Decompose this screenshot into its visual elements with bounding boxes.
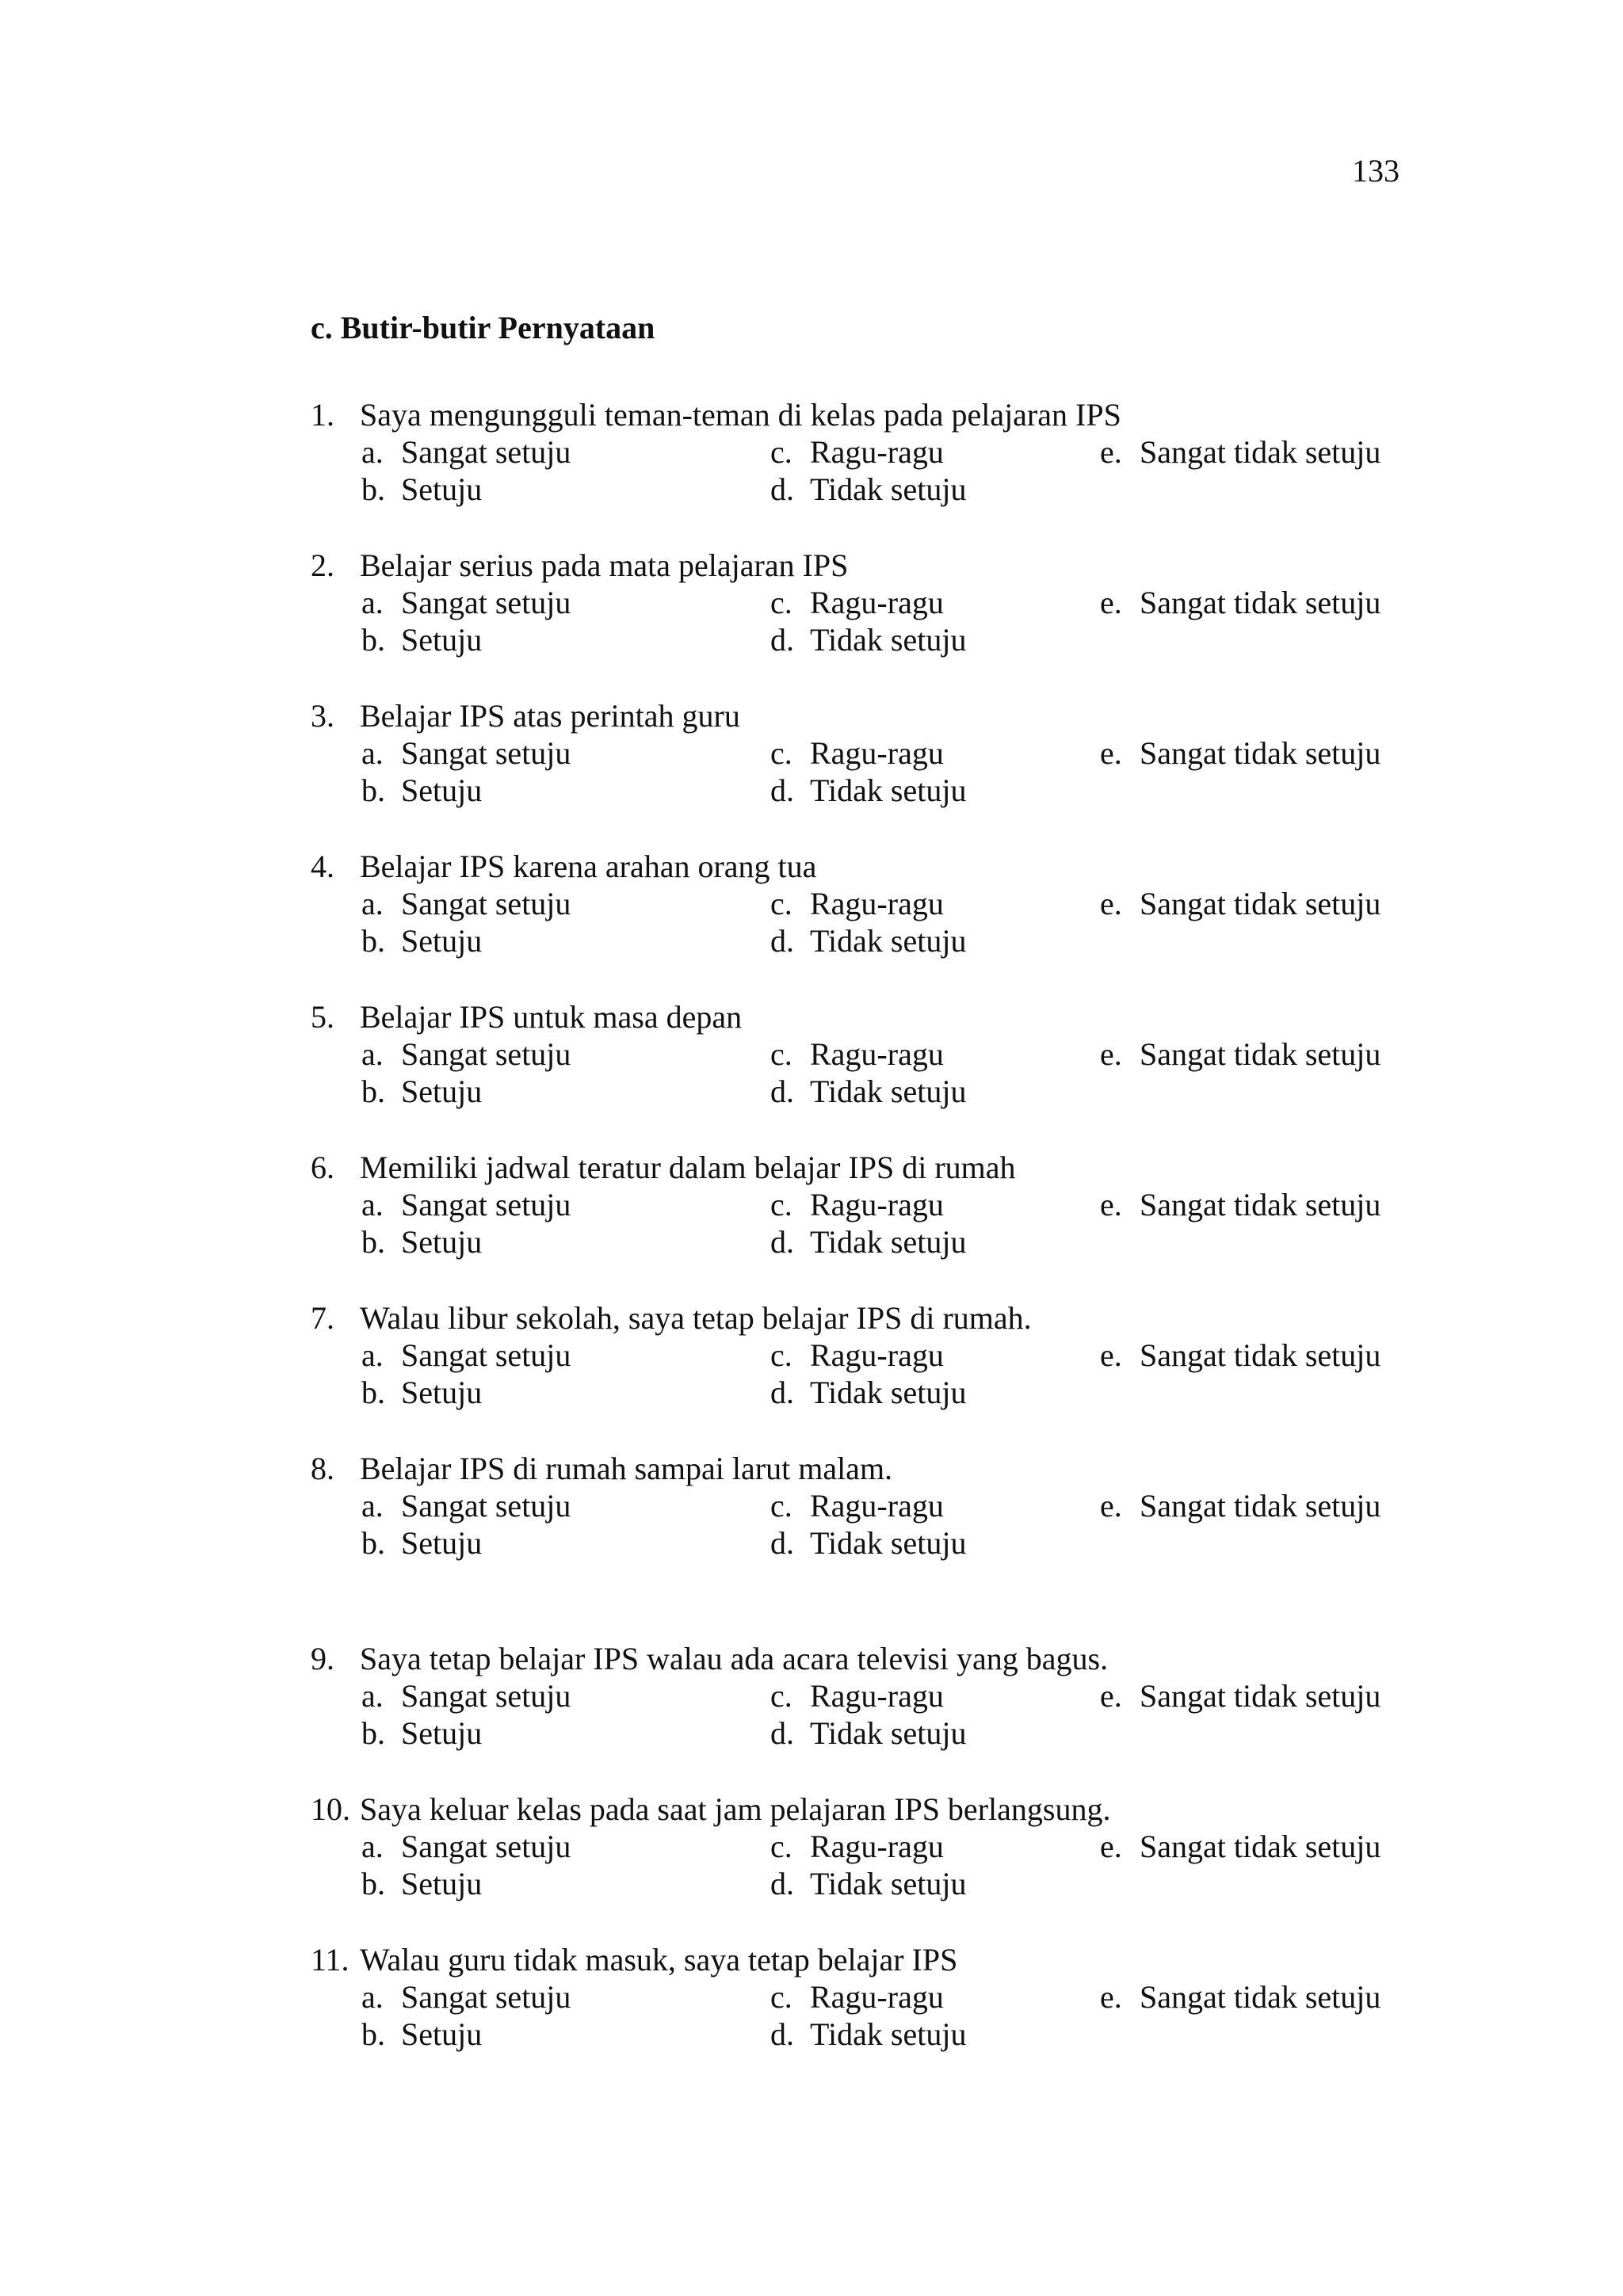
option-letter: c. — [770, 1979, 792, 2015]
option-letter: d. — [770, 1074, 794, 1109]
option-letter: e. — [1100, 1829, 1122, 1864]
option-letter: a. — [361, 1829, 384, 1864]
option-label: Sangat tidak setuju — [1140, 1337, 1381, 1373]
option-label: Sangat tidak setuju — [1140, 434, 1381, 470]
option-letter: e. — [1100, 585, 1122, 620]
option-letter: c. — [770, 1678, 792, 1714]
answer-option — [770, 584, 944, 621]
answer-option — [770, 885, 944, 922]
answer-option — [1100, 584, 1381, 621]
answer-option — [361, 584, 571, 621]
option-label: Tidak setuju — [810, 622, 967, 658]
option-letter: c. — [770, 1829, 792, 1864]
question-list — [311, 396, 1436, 2092]
option-label: Sangat tidak setuju — [1140, 1488, 1381, 1524]
question-number: 4. — [311, 849, 334, 884]
option-letter: e. — [1100, 1488, 1122, 1524]
answer-option — [1100, 1337, 1381, 1374]
option-letter: e. — [1100, 1036, 1122, 1072]
option-label: Sangat setuju — [401, 1187, 571, 1222]
answer-option — [361, 772, 482, 809]
answer-option — [770, 1524, 966, 1562]
option-label: Setuju — [401, 1224, 483, 1260]
option-letter: a. — [361, 585, 384, 620]
option-label: Tidak setuju — [810, 471, 967, 507]
section-title: c. Butir-butir Pernyataan — [311, 310, 655, 345]
question-row — [311, 1640, 1436, 1677]
option-letter: b. — [361, 622, 385, 658]
option-label: Setuju — [401, 772, 483, 808]
option-label: Ragu-ragu — [810, 585, 944, 620]
answer-option — [770, 1223, 966, 1261]
option-label: Tidak setuju — [810, 2016, 967, 2052]
option-label: Sangat setuju — [401, 735, 571, 771]
option-letter: a. — [361, 1337, 384, 1373]
question-item — [311, 396, 1436, 547]
answer-option — [1100, 1186, 1381, 1223]
answer-option — [361, 1524, 482, 1562]
option-letter: c. — [770, 735, 792, 771]
question-row — [311, 1677, 1436, 1714]
question-row — [311, 734, 1436, 772]
question-row — [311, 1828, 1436, 1865]
answer-option — [770, 433, 944, 471]
question-row — [311, 433, 1436, 471]
option-label: Tidak setuju — [810, 1224, 967, 1260]
question-row — [311, 621, 1436, 658]
option-label: Ragu-ragu — [810, 1829, 944, 1864]
option-label: Setuju — [401, 1375, 483, 1410]
answer-option — [361, 1073, 482, 1110]
option-label: Sangat setuju — [401, 1488, 571, 1524]
option-label: Ragu-ragu — [810, 1979, 944, 2015]
option-letter: c. — [770, 585, 792, 620]
question-row — [311, 1941, 1436, 1978]
option-letter: a. — [361, 1979, 384, 2015]
question-text: Saya keluar kelas pada saat jam pelajaran IPS berlangsung. — [360, 1791, 1111, 1827]
answer-option — [770, 1073, 966, 1110]
question-row — [311, 1149, 1436, 1186]
question-item — [311, 1640, 1436, 1791]
answer-option — [770, 1978, 944, 2016]
option-letter: c. — [770, 886, 792, 921]
answer-option — [770, 1865, 966, 1902]
answer-option — [1100, 1677, 1381, 1714]
answer-option — [361, 1035, 571, 1073]
answer-option — [361, 885, 571, 922]
question-row — [311, 1035, 1436, 1073]
option-label: Setuju — [401, 1525, 483, 1561]
question-item — [311, 697, 1436, 848]
question-row — [311, 584, 1436, 621]
question-number: 1. — [311, 397, 334, 433]
answer-option — [770, 734, 944, 772]
option-label: Ragu-ragu — [810, 1187, 944, 1222]
answer-option — [361, 1677, 571, 1714]
answer-option — [770, 471, 966, 508]
answer-option — [361, 1186, 571, 1223]
answer-option — [361, 1978, 571, 2016]
option-label: Sangat tidak setuju — [1140, 1979, 1381, 2015]
answer-option — [770, 1035, 944, 1073]
question-row — [311, 1374, 1436, 1411]
question-row — [311, 1337, 1436, 1374]
question-row — [311, 772, 1436, 809]
option-letter: a. — [361, 434, 384, 470]
option-label: Sangat tidak setuju — [1140, 886, 1381, 921]
question-text: Belajar serius pada mata pelajaran IPS — [360, 547, 849, 583]
option-letter: d. — [770, 1525, 794, 1561]
question-text: Saya tetap belajar IPS walau ada acara televisi yang bagus. — [360, 1641, 1109, 1676]
option-label: Setuju — [401, 471, 483, 507]
option-label: Setuju — [401, 1866, 483, 1901]
answer-option — [770, 1374, 966, 1411]
option-label: Setuju — [401, 1074, 483, 1109]
answer-option — [361, 433, 571, 471]
option-letter: b. — [361, 1224, 385, 1260]
question-number: 10. — [311, 1791, 350, 1827]
option-letter: b. — [361, 2016, 385, 2052]
question-row — [311, 2016, 1436, 2053]
answer-option — [361, 1337, 571, 1374]
question-text: Walau guru tidak masuk, saya tetap belajar IPS — [360, 1942, 958, 1978]
question-row — [311, 697, 1436, 734]
question-row — [311, 1223, 1436, 1261]
question-item — [311, 1299, 1436, 1450]
option-label: Ragu-ragu — [810, 1488, 944, 1524]
option-label: Tidak setuju — [810, 923, 967, 959]
answer-option — [770, 772, 966, 809]
answer-option — [770, 1828, 944, 1865]
question-row — [311, 1865, 1436, 1902]
question-item — [311, 1450, 1436, 1600]
question-row — [311, 1791, 1436, 1828]
question-text: Walau libur sekolah, saya tetap belajar IPS di rumah. — [360, 1300, 1032, 1336]
option-letter: b. — [361, 772, 385, 808]
question-row — [311, 1487, 1436, 1524]
question-row — [311, 1299, 1436, 1337]
option-label: Setuju — [401, 2016, 483, 2052]
question-text: Belajar IPS di rumah sampai larut malam. — [360, 1451, 893, 1486]
option-letter: d. — [770, 1715, 794, 1751]
option-letter: a. — [361, 1488, 384, 1524]
option-label: Ragu-ragu — [810, 735, 944, 771]
option-letter: c. — [770, 1187, 792, 1222]
option-letter: c. — [770, 1488, 792, 1524]
question-row — [311, 848, 1436, 885]
option-letter: e. — [1100, 1678, 1122, 1714]
question-number: 6. — [311, 1150, 334, 1185]
answer-option — [361, 1223, 482, 1261]
answer-option — [361, 471, 482, 508]
question-row — [311, 396, 1436, 433]
question-item — [311, 1791, 1436, 1941]
answer-option — [361, 1487, 571, 1524]
option-label: Sangat tidak setuju — [1140, 1829, 1381, 1864]
question-item — [311, 1941, 1436, 2092]
option-letter: d. — [770, 1224, 794, 1260]
option-letter: b. — [361, 1866, 385, 1901]
option-letter: c. — [770, 434, 792, 470]
option-label: Sangat tidak setuju — [1140, 1187, 1381, 1222]
question-number: 8. — [311, 1451, 334, 1486]
answer-option — [361, 2016, 482, 2053]
answer-option — [770, 2016, 966, 2053]
question-row — [311, 1714, 1436, 1752]
option-letter: c. — [770, 1337, 792, 1373]
answer-option — [361, 734, 571, 772]
option-label: Setuju — [401, 1715, 483, 1751]
option-letter: b. — [361, 1074, 385, 1109]
question-row — [311, 922, 1436, 959]
option-letter: d. — [770, 1866, 794, 1901]
question-number: 7. — [311, 1300, 334, 1336]
answer-option — [361, 1828, 571, 1865]
question-row — [311, 547, 1436, 584]
answer-option — [361, 1714, 482, 1752]
option-letter: e. — [1100, 1979, 1122, 2015]
question-row — [311, 1524, 1436, 1562]
option-label: Tidak setuju — [810, 1525, 967, 1561]
answer-option — [770, 1714, 966, 1752]
option-label: Sangat tidak setuju — [1140, 585, 1381, 620]
option-letter: d. — [770, 2016, 794, 2052]
answer-option — [1100, 734, 1381, 772]
option-letter: e. — [1100, 434, 1122, 470]
option-letter: d. — [770, 622, 794, 658]
question-row — [311, 1978, 1436, 2016]
option-letter: d. — [770, 772, 794, 808]
option-label: Sangat setuju — [401, 1337, 571, 1373]
question-number: 11. — [311, 1942, 349, 1978]
option-label: Ragu-ragu — [810, 1337, 944, 1373]
option-letter: b. — [361, 1375, 385, 1410]
option-label: Sangat setuju — [401, 1678, 571, 1714]
answer-option — [770, 621, 966, 658]
option-label: Sangat setuju — [401, 585, 571, 620]
answer-option — [1100, 433, 1381, 471]
option-label: Setuju — [401, 923, 483, 959]
option-letter: e. — [1100, 1187, 1122, 1222]
option-label: Sangat setuju — [401, 886, 571, 921]
answer-option — [361, 621, 482, 658]
option-label: Sangat setuju — [401, 1036, 571, 1072]
option-letter: b. — [361, 1715, 385, 1751]
question-number: 5. — [311, 999, 334, 1035]
question-number: 9. — [311, 1641, 334, 1676]
answer-option — [361, 1374, 482, 1411]
question-text: Memiliki jadwal teratur dalam belajar IPS di rumah — [360, 1150, 1016, 1185]
question-text: Saya mengungguli teman-teman di kelas pada pelajaran IPS — [360, 397, 1121, 433]
option-letter: d. — [770, 1375, 794, 1410]
question-row — [311, 1186, 1436, 1223]
answer-option — [1100, 885, 1381, 922]
option-label: Sangat tidak setuju — [1140, 1036, 1381, 1072]
option-label: Tidak setuju — [810, 1715, 967, 1751]
question-item — [311, 547, 1436, 697]
answer-option — [1100, 1487, 1381, 1524]
option-label: Sangat setuju — [401, 434, 571, 470]
option-label: Ragu-ragu — [810, 1678, 944, 1714]
option-letter: b. — [361, 923, 385, 959]
question-number: 2. — [311, 547, 334, 583]
answer-option — [770, 1677, 944, 1714]
option-label: Tidak setuju — [810, 1375, 967, 1410]
option-letter: a. — [361, 1036, 384, 1072]
option-letter: b. — [361, 1525, 385, 1561]
answer-option — [361, 1865, 482, 1902]
question-text: Belajar IPS karena arahan orang tua — [360, 849, 817, 884]
option-letter: a. — [361, 1678, 384, 1714]
answer-option — [770, 1186, 944, 1223]
option-label: Tidak setuju — [810, 1074, 967, 1109]
option-label: Sangat tidak setuju — [1140, 1678, 1381, 1714]
question-row — [311, 885, 1436, 922]
option-letter: d. — [770, 923, 794, 959]
option-label: Sangat setuju — [401, 1979, 571, 2015]
option-letter: a. — [361, 1187, 384, 1222]
question-row — [311, 471, 1436, 508]
question-text: Belajar IPS atas perintah guru — [360, 698, 740, 734]
answer-option — [1100, 1828, 1381, 1865]
answer-option — [770, 1487, 944, 1524]
option-label: Setuju — [401, 622, 483, 658]
option-letter: e. — [1100, 886, 1122, 921]
page-number: 133 — [1352, 153, 1400, 189]
option-label: Ragu-ragu — [810, 886, 944, 921]
question-number: 3. — [311, 698, 334, 734]
question-row — [311, 1073, 1436, 1110]
question-row — [311, 998, 1436, 1035]
option-letter: a. — [361, 886, 384, 921]
option-label: Ragu-ragu — [810, 434, 944, 470]
answer-option — [770, 1337, 944, 1374]
option-letter: d. — [770, 471, 794, 507]
option-label: Ragu-ragu — [810, 1036, 944, 1072]
question-item — [311, 998, 1436, 1149]
answer-option — [1100, 1978, 1381, 2016]
option-label: Tidak setuju — [810, 772, 967, 808]
option-letter: e. — [1100, 1337, 1122, 1373]
answer-option — [1100, 1035, 1381, 1073]
option-letter: a. — [361, 735, 384, 771]
answer-option — [770, 922, 966, 959]
option-label: Sangat setuju — [401, 1829, 571, 1864]
option-label: Tidak setuju — [810, 1866, 967, 1901]
option-label: Sangat tidak setuju — [1140, 735, 1381, 771]
answer-option — [361, 922, 482, 959]
question-item — [311, 848, 1436, 998]
question-row — [311, 1450, 1436, 1487]
option-letter: c. — [770, 1036, 792, 1072]
question-text: Belajar IPS untuk masa depan — [360, 999, 743, 1035]
question-item — [311, 1149, 1436, 1299]
option-letter: b. — [361, 471, 385, 507]
option-letter: e. — [1100, 735, 1122, 771]
